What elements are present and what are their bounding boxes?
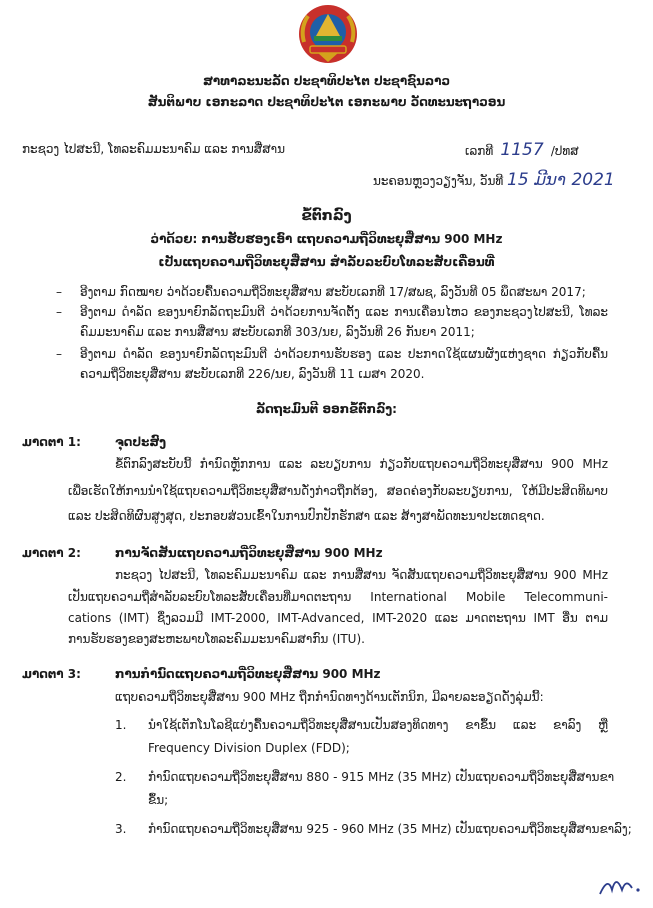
item-number: 1. <box>115 718 127 732</box>
article-title: ຈຸດປະສົງ <box>115 435 167 449</box>
doc-number-label: ເລກທີ <box>465 144 494 158</box>
reference-line: ອີງຕາມ ດໍາລັດ ຂອງນາຍົກລັດຖະມົນຕີ ວ່າດ້ວຍການຈັດຕັ້ງ ແລະ ການເຄື່ອນໄຫວ ຂອງກະຊວງໄປສະນີ, ໂທລະ <box>80 305 608 319</box>
article-text-line: ແລະ ປະສິດທິຜົນສູງສຸດ, ປະກອບສ່ວນເຂົ້າໃນການປົກປັກຮັກສາ ແລະ ສ້າງສາພັດທະນາປະເທດຊາດ. <box>68 509 545 523</box>
article-title: ການກໍານົດແຖບຄວາມຖີ່ວິທະຍຸສື່ສານ 900 MHz <box>115 667 381 681</box>
article-label: ມາດຕາ 1: <box>22 435 81 449</box>
ministry-name: ກະຊວງ ໄປສະນີ, ໂທລະຄົມມະນາຄົມ ແລະ ການສື່ສານ <box>22 142 286 156</box>
initials-signature-icon <box>596 866 644 900</box>
article-text-line: ກະຊວງ ໄປສະນີ, ໂທລະຄົມມະນາຄົມ ແລະ ການສື່ສານ ຈັດສັນແຖບຄວາມຖີ່ວິທະຍຸສື່ສານ 900 MHz <box>115 568 608 582</box>
article-text-line: ເປັນແຖບຄວາມຖີ່ສໍາລັບລະບົບໂທລະສັບເຄື່ອນທີ່ມາດຕະຖານ International Mobile Telecommuni- <box>68 590 608 604</box>
document-title: ຂໍ້ຕົກລົງ <box>301 208 352 224</box>
reference-dash: – <box>56 347 62 361</box>
item-text-line: ນໍາໃຊ້ເຕັກໂນໂລຊີແບ່ງຄື້ນຄວາມຖີ່ວິທະຍຸສື່ສານເປັນສອງທິດທາງ ຂາຂຶ້ນ ແລະ ຂາລົງ ຫຼື <box>148 718 608 732</box>
date-value: 15 ມີນາ 2021 <box>507 170 615 190</box>
header-line-2: ສັນຕິພາບ ເອກະລາດ ປະຊາທິປະໄຕ ເອກະພາບ ວັດທະນະຖາວອນ <box>147 95 506 109</box>
doc-number-suffix: /ປທສ <box>550 144 579 158</box>
item-number: 3. <box>115 822 127 836</box>
reference-line: ອີງຕາມ ກົດໝາຍ ວ່າດ້ວຍຄື້ນຄວາມຖີ່ວິທະຍຸສື່ສານ ສະບັບເລກທີ 17/ສພຊ, ລົງວັນທີ 05 ພຶດສະພາ 2017; <box>80 285 586 299</box>
article-text-line: ເພື່ອເຮັດໃຫ້ການນໍາໃຊ້ແຖບຄວາມຖີ່ວິທະຍຸສື່ສານດັ່ງກ່າວຖືກຕ້ອງ, ສອດຄ່ອງກັບລະບຽບການ, ໃຫ້ມີປະສິດທິພາບ <box>68 484 608 498</box>
doc-number <box>465 140 579 160</box>
item-number: 2. <box>115 770 127 784</box>
national-emblem-icon <box>296 2 360 66</box>
subject-line-2: ເປັນແຖບຄວາມຖີ່ວິທະຍຸສື່ສານ ສໍາລັບລະບົບໂທລະສັບເຄື່ອນທີ່ <box>158 255 495 269</box>
reference-line: ອີງຕາມ ດໍາລັດ ຂອງນາຍົກລັດຖະມົນຕີ ວ່າດ້ວຍການຮັບຮອງ ແລະ ປະກາດໃຊ້ແຜນຜັງແຫ່ງຊາດ ກ່ຽວກັບຄື້ນ <box>80 347 608 361</box>
decree-heading: ລັດຖະມົນຕີ ອອກຂໍ້ຕົກລົງ: <box>256 402 397 416</box>
article-title: ການຈັດສັນແຖບຄວາມຖີ່ວິທະຍຸສື່ສານ 900 MHz <box>115 546 383 560</box>
reference-line: ຄວາມຖີ່ວິທະຍຸສື່ສານ ສະບັບເລກທີ 226/ນຍ, ລົງວັນທີ 11 ເມສາ 2020. <box>80 367 425 381</box>
subject-line-1: ວ່າດ້ວຍ: ການຮັບຮອງເອົາ ແຖບຄວາມຖີ່ວິທະຍຸສື່ສານ 900 MHz <box>150 232 503 246</box>
article-text-line: cations (IMT) ຊຶ່ງລວມມີ IMT-2000, IMT-Advanced, IMT-2020 ແລະ ມາດຕະຖານ IMT ອື່ນ ຕາມ <box>68 611 608 625</box>
article-intro: ແຖບຄວາມຖີ່ວິທະຍຸສື່ສານ 900 MHz ຖືກກໍານົດທາງດ້ານເຕັກນິກ, ມີລາຍລະອຽດດັ່ງລຸ່ມນີ້: <box>115 690 544 704</box>
article-label: ມາດຕາ 2: <box>22 546 81 560</box>
reference-line: ຄົມມະນາຄົມ ແລະ ການສື່ສານ ສະບັບເລກທີ 303/ນຍ, ລົງວັນທີ 26 ກັນຍາ 2011; <box>80 325 475 339</box>
doc-number-value: 1157 <box>500 140 544 160</box>
article-text-line: ຂໍ້ຕົກລົງສະບັບນີ້ ກໍານົດຫຼັກການ ແລະ ລະບຽບການ ກ່ຽວກັບແຖບຄວາມຖີ່ວິທະຍຸສື່ສານ 900 MHz <box>115 457 608 471</box>
place-date <box>373 170 615 190</box>
item-text-line: ກໍານົດແຖບຄວາມຖີ່ວິທະຍຸສື່ສານ 880 - 915 MHz (35 MHz) ເປັນແຖບຄວາມຖີ່ວິທະຍຸສື່ສານຂາ <box>148 770 615 784</box>
header-line-1: ສາທາລະນະລັດ ປະຊາທິປະໄຕ ປະຊາຊົນລາວ <box>202 74 451 88</box>
item-text-line: Frequency Division Duplex (FDD); <box>148 741 350 755</box>
article-text-line: ການຮັບຮອງຂອງສະຫະພາບໂທລະຄົມມະນາຄົມສາກົນ (ITU). <box>68 632 365 646</box>
item-text-line: ຂຶ້ນ; <box>148 793 169 807</box>
article-label: ມາດຕາ 3: <box>22 667 81 681</box>
place-date-label: ນະຄອນຫຼວງວຽງຈັນ, ວັນທີ <box>373 174 504 188</box>
item-text-line: ກໍານົດແຖບຄວາມຖີ່ວິທະຍຸສື່ສານ 925 - 960 MHz (35 MHz) ເປັນແຖບຄວາມຖີ່ວິທະຍຸສື່ສານຂາລົງ; <box>148 822 632 836</box>
reference-dash: – <box>56 285 62 299</box>
reference-dash: – <box>56 305 62 319</box>
